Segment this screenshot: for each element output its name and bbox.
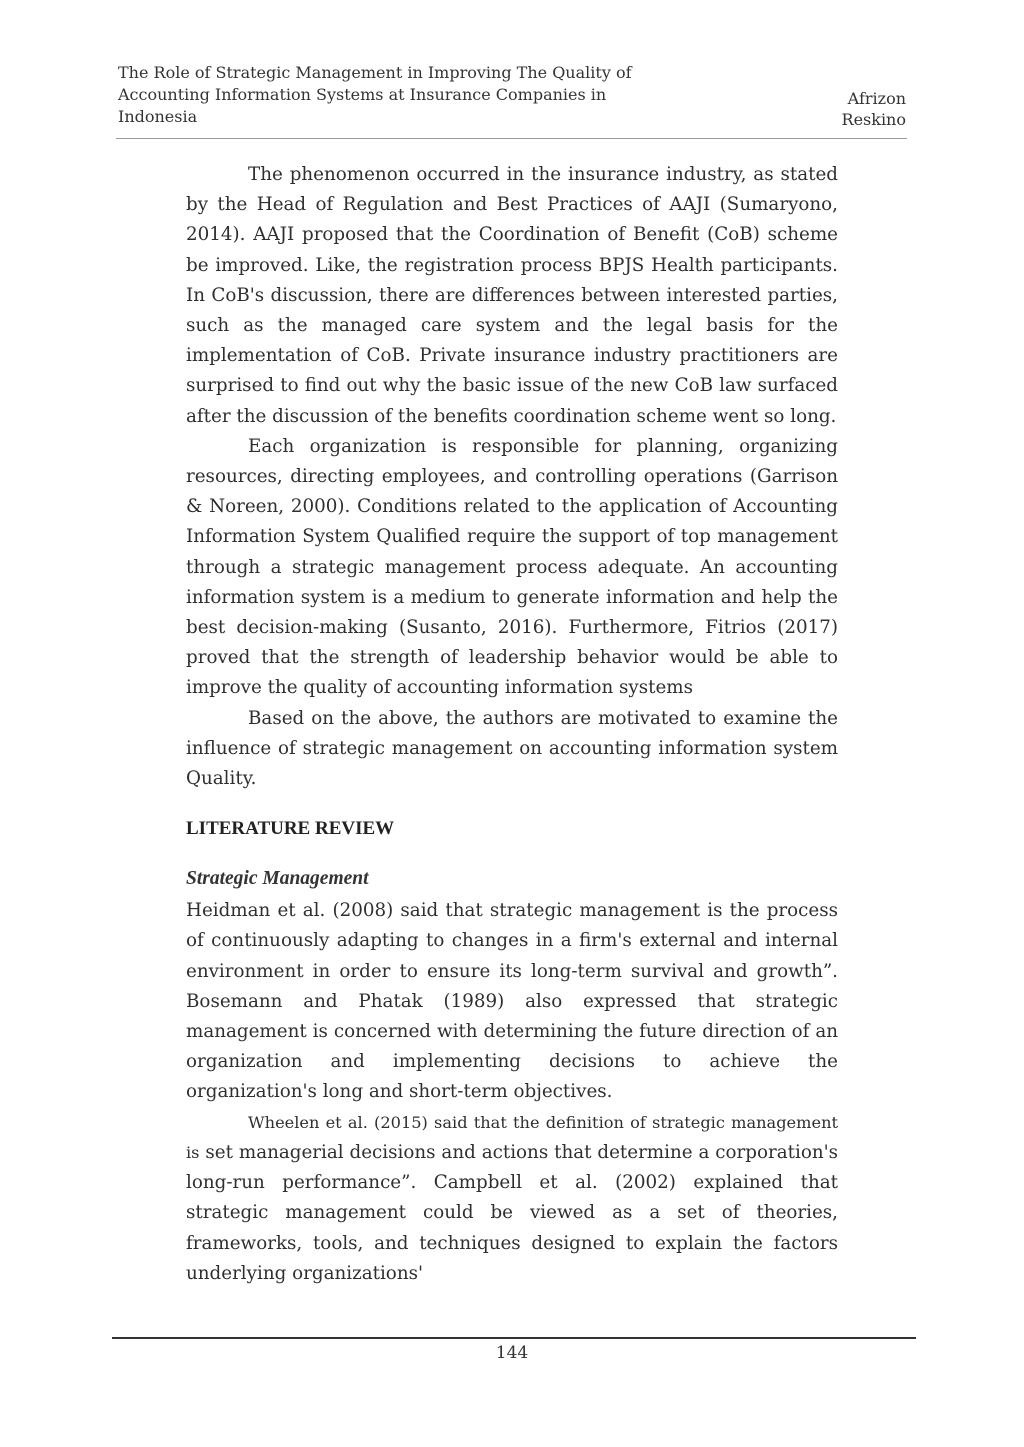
paragraph: Heidman et al. (2008) said that strategic management is the process of continuously adapting to changes in a firm's external and internal environment in order to ensure its long-term survival and growth”. Bosemann and Phatak (1989) also expressed that strategic management is concerned with determining the future direction of an organization and implementing decisions to achieve the organization's long and short-term objectives. (186, 900, 838, 1103)
page-body (186, 160, 838, 1289)
paragraph: Based on the above, the authors are motivated to examine the influence of strategic management on accounting information system Quality. (186, 707, 838, 790)
paragraph-lead-small: Wheelen et al. (2015) said that the definition of strategic management is (186, 1112, 838, 1162)
header-divider (116, 138, 907, 139)
header-title-line: Accounting Information Systems at Insurance Companies in (118, 85, 607, 104)
paragraph: Each organization is responsible for planning, organizing resources, directing employees, and controlling operations (Garrison & Noreen, 2000). Conditions related to the application of Accounting Information System Qualified require the support of top management through a strategic management process adequate. An accounting information system is a medium to generate information and help the best decision-making (Susanto, 2016). Furthermore, Fitrios (2017) proved that the strength of leadership behavior would be able to improve the quality of accounting information systems (186, 435, 838, 699)
header-title-line: Indonesia (118, 107, 198, 126)
header-author-line: Afrizon (847, 89, 906, 108)
header-title-line: The Role of Strategic Management in Improving The Quality of (118, 63, 632, 82)
section-heading: LITERATURE REVIEW (186, 818, 395, 840)
running-header-authors (842, 88, 906, 130)
footer-divider (112, 1337, 916, 1339)
paragraph (186, 1108, 838, 1289)
header-author-line: Reskino (841, 110, 906, 129)
subsection-heading: Strategic Management (186, 868, 369, 890)
running-header-title (118, 62, 638, 128)
paragraph-rest: set managerial decisions and actions that determine a corporation's long-run performance”. Campbell et al. (2002) explained that strategic management could be viewed as a set of theories, frameworks, tools, and techniques designed to explain the factors underlying organizations' (186, 1141, 839, 1284)
page-number: 144 (495, 1343, 529, 1363)
paragraph: The phenomenon occurred in the insurance industry, as stated by the Head of Regulation and Best Practices of AAJI (Sumaryono, 2014). AAJI proposed that the Coordination of Benefit (CoB) scheme be improved. Like, the registration process BPJS Health participants. In CoB's discussion, there are differences between interested parties, such as the managed care system and the legal basis for the implementation of CoB. Private insurance industry practitioners are surprised to find out why the basic issue of the new CoB law surfaced after the discussion of the benefits coordination scheme went so long. (186, 164, 838, 427)
